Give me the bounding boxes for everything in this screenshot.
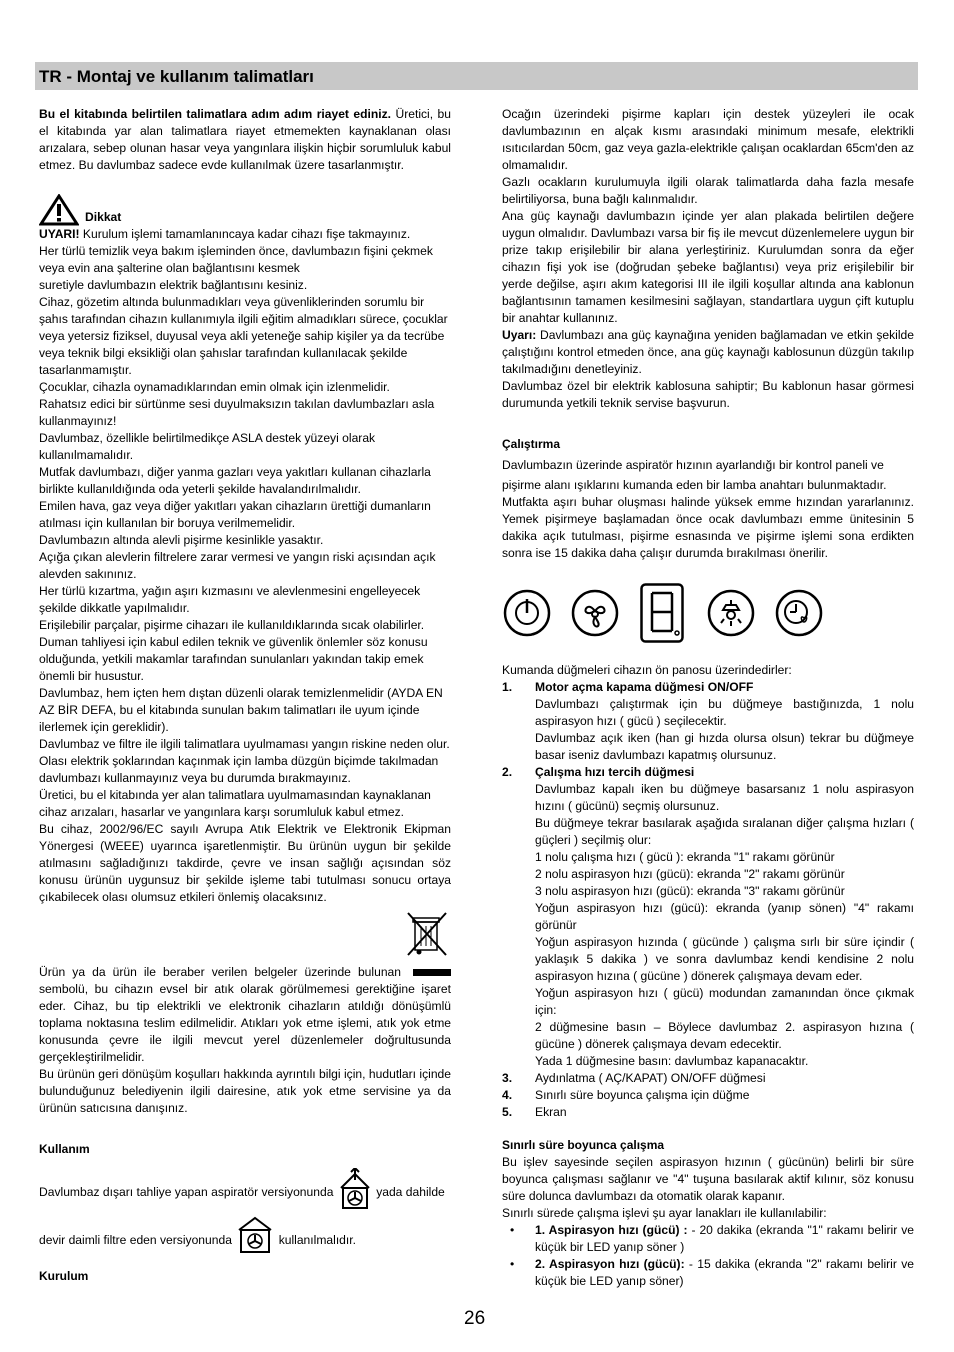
bullet-dot: • (510, 1223, 515, 1237)
warning-heading (39, 194, 451, 226)
left-column (39, 106, 451, 1285)
item-2-text-a: Davlumbaz kapalı iken bu düğmeye basarsanız 1 nolu aspirasyon hızını ( gücünü) seçmiş olursunuz. (535, 782, 914, 813)
calistirma-heading: Çalıştırma (502, 437, 561, 451)
uyari-bold: UYARI! (39, 227, 80, 241)
intro-paragraph (39, 106, 451, 174)
safety-line: Çocuklar, cihazla oynamadıklarından emin olmak için izlenmelidir. (39, 380, 390, 394)
item-2-text-e: 2 düğmesine basın – Böylece davlumbaz 2. aspirasyon hızına ( gücüne ) dönerek çalışmaya devam edecektir. (535, 1020, 914, 1051)
kullanim-1b: yada dahilde (376, 1185, 445, 1199)
bullet-1-rest: - 20 dakika (ekranda "1" rakamı belirir ve küçük bir LED yanıp söner ) (535, 1223, 914, 1254)
recirculation-hood-icon (235, 1214, 275, 1254)
uyari-paragraph (502, 327, 914, 378)
speed-2-line: 2 nolu aspirasyon hızı (gücü): ekranda "2" rakamı görünür (535, 867, 845, 881)
bullet-dot: • (510, 1257, 515, 1271)
safety-line: Davlumbaz, hem içten hem dıştan düzenli olarak temizlenmelidir (AYDA EN AZ BİR DEFA, bu el kitabında sunulan bakım talimatları ile uyum içinde ilerlemek için gereklidir). (39, 686, 443, 734)
item-3-text: Aydınlatma ( AÇ/KAPAT) ON/OFF düğmesi (535, 1071, 766, 1085)
safety-line: Her türlü temizlik veya bakım işleminden önce, davlumbazın fişini çekmek veya evin ana şalterine olan bağlantısını kesmek (39, 244, 433, 275)
uyari-rest: Kurulum işlemi tamamlanıncaya kadar cihazı fişe takmayınız. (79, 227, 411, 241)
light-icon[interactable] (706, 588, 756, 638)
item-4-text: Sınırlı süre boyunca çalışma için düğme (535, 1088, 750, 1102)
item-2-text-c: Yoğun aspirasyon hızında ( gücünde ) çalışma sırlı bir süre içindir ( yaklaşık 5 dakika ) ve sonra davlumbaz kendi kendisine 2 nolu aspirasyon hızına ( gücüne ) dönerek çalışmaya devam eder. (535, 935, 914, 983)
item-2-text-d: Yoğun aspirasyon hızı ( gücü) modundan zamanından önce çıkmak için: (535, 986, 914, 1017)
item-1-text-b: Davlumbaz açık iken (han gi hızda olursa olsun) tekrar bu düğmeye basar iseniz davlumbazı kapatmış olursunuz. (535, 731, 914, 762)
dikkat-label: Dikkat (85, 210, 122, 224)
safety-line: Üretici, bu el kitabında yer alan talimatlara uyulmamasından kaynaklanan cihaz arızaları, hasarlar ve yangınlara karşı sorumluluk kabul etmez. (39, 788, 431, 819)
safety-line: Davlumbazın altında alevli pişirme kesinlikle yasaktır. (39, 533, 324, 547)
exhaust-hood-icon (337, 1168, 373, 1210)
list-item-1 (502, 679, 914, 696)
fan-icon[interactable] (570, 588, 620, 638)
power-icon[interactable] (502, 588, 552, 638)
kumanda-line: Kumanda düğmeleri cihazın ön panosu üzerindedirler: (502, 663, 792, 677)
power-paragraph: Ana güç kaynağı davlumbazın içinde yer alan plakada belirtilen değere uygun olmalıdır. Davlumbazı varsa bir fiş ile mevcut düzenlemelere uygun bir prize takıp erişilebilir bir alana yerleştiriniz. Kurulumdan sonra da eğer cihazın fişi yok ise (doğrudan şebeke bağlantısı) veya priz erişilebilir bir yerde değilse, aşırı akım kategorisi III ile ilgili koşullar altında ana kablonun bağlantısının tamamen kesilmesini sağlayan, standartlara uygun çift kutuplu bir anahtar kullanınız. (502, 209, 914, 325)
safety-line: Her türlü kızartma, yağın aşırı kızmasını ve alevlenmesini engelleyecek şekilde dikkatle yapılmalıdır. (39, 584, 421, 615)
item-number: 4. (502, 1088, 513, 1102)
list-item-2 (502, 764, 914, 781)
safety-line: Cihaz, gözetim altında bulunmadıkları veya güvenliklerinden sorumlu bir şahıs tarafından cihazın kullanımıyla ilgili eğitim almadıkları sürece, çocuklar veya yetersiz fiziksel, duyusal veya akli yeteneğe sahip kişiler ya da tecrübe veya teknik bilgi eksikliği olan şahıslar tarafından kullanılacak şekilde tasarlanmamıştır. (39, 295, 448, 377)
calistirma-paragraph: Mutfakta aşırı buhar oluşması halinde yüksek emme hızından yararlanınız. Yemek pişirmeye başlamadan önce ocak davlumbazı emme ünitesinin 5 dakika açık tutulması, pişirme esnasında ve pişirme işlemi sona erdikten sonra ise 15 dakika daha çalışır durumda bırakılması önerilir. (502, 495, 914, 560)
kullanim-heading: Kullanım (39, 1142, 90, 1156)
list-item-4 (502, 1087, 914, 1104)
item-2-heading: Çalışma hızı tercih düğmesi (535, 765, 695, 779)
bullet-2-rest: - 15 dakika (ekranda "2" rakamı belirir ve küçük bie LED yanıp söner) (535, 1257, 914, 1288)
weee-paragraph: Bu cihaz, 2002/96/EC sayılı Avrupa Atık Elektrik ve Elektronik Ekipman Yönergesi (WEEE) uyarınca işaretlenmiştir. Bu ürünün uygun bir şekilde atılmasını sağladığınızı takdirde, çevre ve insan sağlığı açısından söz konusu ürünün uygunsuz bir şekilde işleme tabi tutulması sonucu ortaya çıkabilecek olası olumsuz etkileri önlemiş olacaksınız. (39, 822, 451, 904)
calistirma-line-2: pişirme alanı ışıklarını kumanda eden bir lamba anahtarı bulunmaktadır. (502, 478, 887, 492)
bullet-item-1 (502, 1222, 914, 1256)
warning-triangle-icon (39, 194, 79, 226)
kullanim-2b: kullanılmalıdır. (278, 1233, 356, 1247)
sinirli-options-line: Sınırlı sürede çalışma işlevi şu ayar lanakları ile kullanılabilir: (502, 1206, 827, 1220)
cable-paragraph: Davlumbaz özel bir elektrik kablosuna sahiptir; Bu kablonun hasar görmesi durumunda yetkili teknik servise başvurun. (502, 379, 914, 410)
speed-4-line: Yoğun aspirasyon hızı (gücü): ekranda (yanıp sönen) "4" rakamı görünür (535, 901, 914, 932)
item-1-heading: Motor açma kapama düğmesi ON/OFF (535, 680, 754, 694)
sinirli-paragraph: Bu işlev sayesinde seçilen aspirasyon hızının ( gücünün) belirli bir süre boyunca çalışması sağlanır ve "4" tuşuna basılarak aktif kılınır, söz konusu süre dolunca davlumbazı da otomatik olarak kapanır. (502, 1155, 914, 1203)
speed-3-line: 3 nolu aspirasyon hızı (gücü): ekranda "3" rakamı görünür (535, 884, 845, 898)
list-item-3 (502, 1070, 914, 1087)
bullet-2-bold: 2. Aspirasyon hızı (gücü): (535, 1257, 685, 1271)
kullanim-line-2 (39, 1214, 451, 1262)
black-bar-icon (413, 969, 451, 976)
item-2-text-b: Bu düğmeye tekrar basılarak aşağıda sıralanan diğer çalışma hızları ( güçleri ) seçilmiş olur: (535, 816, 914, 847)
kullanim-line-1 (39, 1168, 451, 1214)
gas-paragraph: Gazlı ocakların kurulumuyla ilgili olarak talimatlarda daha fazla mesafe belirtiliyorsa, buna bağlı kalınmalıdır. (502, 175, 914, 206)
distance-paragraph: Ocağın üzerindeki pişirme kapları için destek yüzeyleri ile ocak davlumbazının en alçak kısmı arasındaki minimum mesafe, elektrikli ısıtıcılardan 50cm, gaz veya gazla-elektrikle çalışan ocaklardan 65cm'den az olmamalıdır. (502, 107, 914, 172)
recycle-paragraph: Bu ürünün geri dönüşüm koşulları hakkında ayrıntılı bilgi için, hudutları içinde bulunduğunuz belediyenin ilgili dairesine, atık yok etme servisine ya da ürünün satıcısına danışınız. (39, 1067, 451, 1115)
bullet-item-2 (502, 1256, 914, 1290)
page-title: TR - Montaj ve kullanım talimatları (39, 67, 314, 86)
bullet-1-bold: 1. Aspirasyon hızı (gücü) : (535, 1223, 688, 1237)
item-5-text: Ekran (535, 1105, 567, 1119)
safety-line: Duman tahliyesi için kabul edilen teknik ve güvenlik önlemler söz konusu olduğunda, yetkili makamlar tarafından sunulanları yakından takip emek önemli bir husustur. (39, 635, 428, 683)
timer-icon[interactable] (774, 588, 824, 638)
symbol-text: Ürün ya da ürün ile beraber verilen belgeler üzerinde bulunan (39, 965, 401, 979)
safety-line: Emilen hava, gaz veya diğer yakıtları yakan cihazların ürettiği dumanların atılması için kullanılan bir boruya verilmemelidir. (39, 499, 431, 530)
item-number: 3. (502, 1071, 513, 1085)
section-header (35, 62, 918, 90)
list-item-5 (502, 1104, 914, 1121)
safety-line: Mutfak davlumbazı, diğer yanma gazları veya yakıtları kullanan cihazlarla birlikte kullanıldığında oda yeterli şekilde havalandırılmalıdır. (39, 465, 431, 496)
safety-line: Erişilebilir parçalar, pişirme cihazarı ile kullanıldıklarında sıcak olabilirler. (39, 618, 425, 632)
item-2-text-f: Yada 1 düğmesine basın: davlumbaz kapanacaktır. (535, 1054, 809, 1068)
calistirma-line-1: Davlumbazın üzerinde aspiratör hızının ayarlandığı bir kontrol paneli ve (502, 458, 884, 472)
page-number: 26 (464, 1308, 486, 1329)
kurulum-heading: Kurulum (39, 1269, 89, 1283)
item-1-text-a: Davlumbazı çalıştırmak için bu düğmeye bastığınızda, 1 nolu aspirasyon hızı ( gücü ) seçilecektir. (535, 697, 914, 728)
control-panel (502, 582, 914, 644)
intro-rest: Üretici, bu el kitabında yar alan talimatlara riayet etmemekten kaynaklanan olası arızalara, sebep olunan hasar veya yangınlara ilişkin hiçbir sorumluluk kabul etmez. Bu davlumbaz sadece evde kullanılmak üzere tasarlanmıştır. (39, 107, 451, 172)
crossed-bin-icon (405, 910, 449, 958)
uyari-rest-right: Davlumbazı ana güç kaynağına yeniden bağlamadan ve etkin şekilde çalıştığını kontrol etmeden önce, ana güç kaynağı kablosunun düzgün takılıp takılmadığını denetleyiniz. (502, 328, 914, 376)
sinirli-heading: Sınırlı süre boyunca çalışma (502, 1138, 665, 1152)
speed-1-line: 1 nolu çalışma hızı ( gücü ): ekranda "1" rakamı görünür (535, 850, 835, 864)
safety-line: Davlumbaz, özellikle belirtilmedikçe ASLA destek yüzeyi olarak kullanılmamalıdır. (39, 431, 376, 462)
safety-line: Açığa çıkan alevlerin filtrelere zarar vermesi ve yangın riski açısından açık alevden sakınınız. (39, 550, 436, 581)
safety-line: Rahatsız edici bir sürtünme sesi duyulmaksızın takılan davlumbazları asla kullanmayınız! (39, 397, 435, 428)
item-number: 1. (502, 680, 513, 694)
display-icon (640, 583, 684, 643)
right-column (502, 106, 914, 1290)
kullanim-1a: Davlumbaz dışarı tahliye yapan aspiratör versiyonunda (39, 1185, 334, 1199)
safety-line: Davlumbaz ve filtre ile ilgili talimatlara uyulmaması yangın riskine neden olur. Olası elektrik şoklarından kaçınmak için lamba düzgün biçimde takılmadan davlumbazı kullanmayınız veya bu durumda bırakmayınız. (39, 737, 450, 785)
symbol-rest: sembolü, bu cihazın evsel bir atık olarak görülmemesi gerektiğine işaret eder. Cihaz, bu tip elektrikli ve elektronik cihazların atıldığı dönüşümlü toplama noktasına teslim edilmelidir. Atıkları yok etme işlemi, atık yok etme konusunda çevre ile ilgili mevcut yerel düzenlemeler doğrultusunda gerçekleştirilmelidir. (39, 982, 451, 1064)
intro-bold: Bu el kitabında belirtilen talimatlara adım adım riayet ediniz. (39, 107, 392, 121)
uyari-bold-right: Uyarı: (502, 328, 537, 342)
kullanim-2a: devir daimli filtre eden versiyonunda (39, 1233, 232, 1247)
uyari-line (39, 226, 451, 243)
safety-line: suretiyle davlumbazın elektrik bağlantısını kesiniz. (39, 278, 308, 292)
symbol-paragraph (39, 964, 451, 1066)
item-number: 5. (502, 1105, 513, 1119)
item-number: 2. (502, 765, 513, 779)
